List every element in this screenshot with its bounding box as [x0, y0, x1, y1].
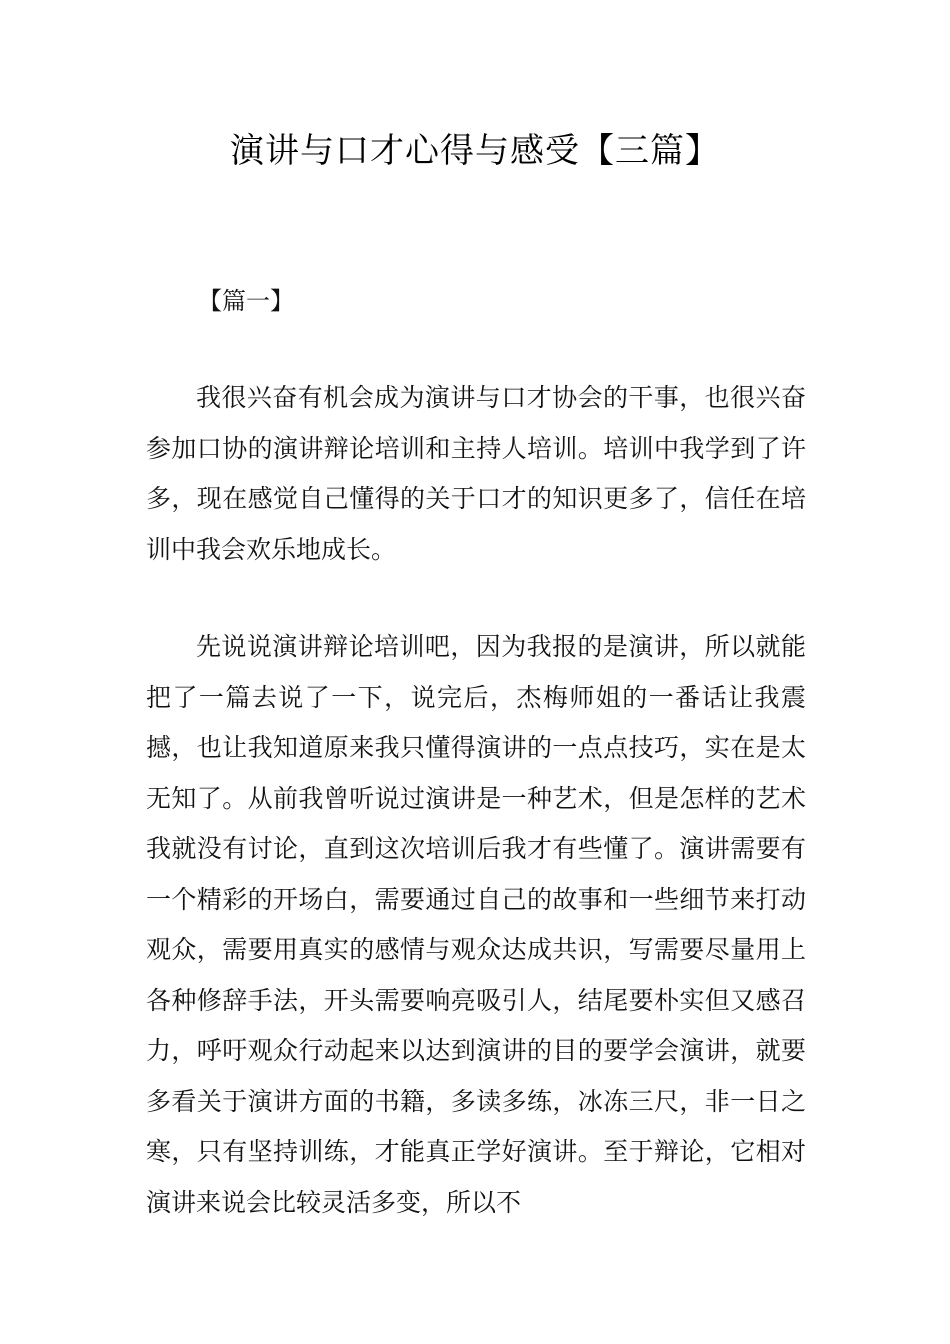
paragraph-1: 我很兴奋有机会成为演讲与口才协会的干事，也很兴奋参加口协的演讲辩论培训和主持人培训。培训中我学到了许多，现在感觉自己懂得的关于口才的知识更多了，信任在培训中我会欢乐地成长。	[146, 383, 806, 564]
paragraph-2: 先说说演讲辩论培训吧，因为我报的是演讲，所以就能把了一篇去说了一下，说完后，杰梅师姐的一番话让我震撼，也让我知道原来我只懂得演讲的一点点技巧，实在是太无知了。从前我曾听说过演讲是一种艺术，但是怎样的艺术我就没有讨论，直到这次培训后我才有些懂了。演讲需要有一个精彩的开场白，需要通过自己的故事和一些细节来打动观众，需要用真实的感情与观众达成共识，写需要尽量用上各种修辞手法，开头需要响亮吸引人，结尾要朴实但又感召力，呼吁观众行动起来以达到演讲的目的要学会演讲，就要多看关于演讲方面的书籍，多读多练，冰冻三尺，非一日之寒，只有坚持训练，才能真正学好演讲。至于辩论，它相对演讲来说会比较灵活多变，所以不	[146, 632, 806, 1217]
document-title: 演讲与口才心得与感受【三篇】	[230, 131, 720, 171]
section-heading: 【篇一】	[198, 287, 294, 315]
